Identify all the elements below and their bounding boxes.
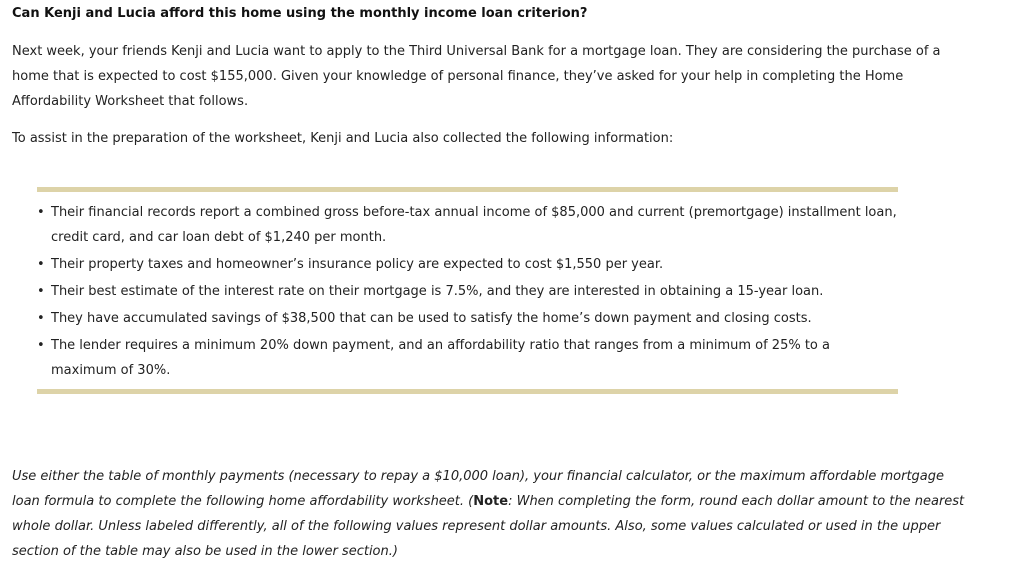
- list-item: [37, 252, 898, 277]
- bullet-icon: •: [37, 284, 45, 299]
- instructions-part2: : When completing the form, round each dollar amount to the nearest whole dollar. Unless labeled differently, all of the following values represent dollar amounts. Also, some values calculated or used in the upper section of the table may also be used in the lower section.): [12, 494, 965, 559]
- info-box: [37, 187, 898, 394]
- instructions-part1: Use either the table of monthly payments (necessary to repay a $10,000 loan), your financial calculator, or the maximum affordable mortgage loan formula to complete the following home affordability worksheet. (: [12, 469, 945, 509]
- bullet-text: Their property taxes and homeowner’s insurance policy are expected to cost $1,550 per year.: [51, 257, 664, 272]
- note-label: Note: [473, 494, 509, 509]
- list-item: [37, 279, 898, 304]
- info-box-bottom-rule: [37, 389, 898, 394]
- info-bullet-list: [37, 200, 898, 385]
- bullet-icon: •: [37, 205, 45, 220]
- list-item: [37, 333, 898, 383]
- info-box-top-rule: [37, 187, 898, 192]
- bullet-text: Their best estimate of the interest rate on their mortgage is 7.5%, and they are interested in obtaining a 15-year loan.: [51, 284, 824, 299]
- bullet-icon: •: [37, 338, 45, 353]
- bullet-text: Their financial records report a combined gross before-tax annual income of $85,000 and current (premortgage) installment loan, credit card, and car loan debt of $1,240 per month.: [51, 205, 897, 245]
- bullet-text: The lender requires a minimum 20% down payment, and an affordability ratio that ranges from a minimum of 25% to a maximum of 30%.: [51, 338, 830, 378]
- bullet-text: They have accumulated savings of $38,500 that can be used to satisfy the home’s down payment and closing costs.: [51, 311, 812, 326]
- list-item: [37, 200, 898, 250]
- bullet-icon: •: [37, 311, 45, 326]
- instructions-paragraph: [12, 464, 972, 564]
- assist-paragraph: To assist in the preparation of the worksheet, Kenji and Lucia also collected the following information:: [12, 131, 674, 146]
- question-heading: Can Kenji and Lucia afford this home using the monthly income loan criterion?: [12, 6, 588, 21]
- intro-paragraph: Next week, your friends Kenji and Lucia want to apply to the Third Universal Bank for a mortgage loan. They are considering the purchase of a home that is expected to cost $155,000. Given your knowledge of personal finance, they’ve asked for your help in completing the Home Affordability Worksheet that follows.: [12, 44, 941, 109]
- bullet-icon: •: [37, 257, 45, 272]
- list-item: [37, 306, 898, 331]
